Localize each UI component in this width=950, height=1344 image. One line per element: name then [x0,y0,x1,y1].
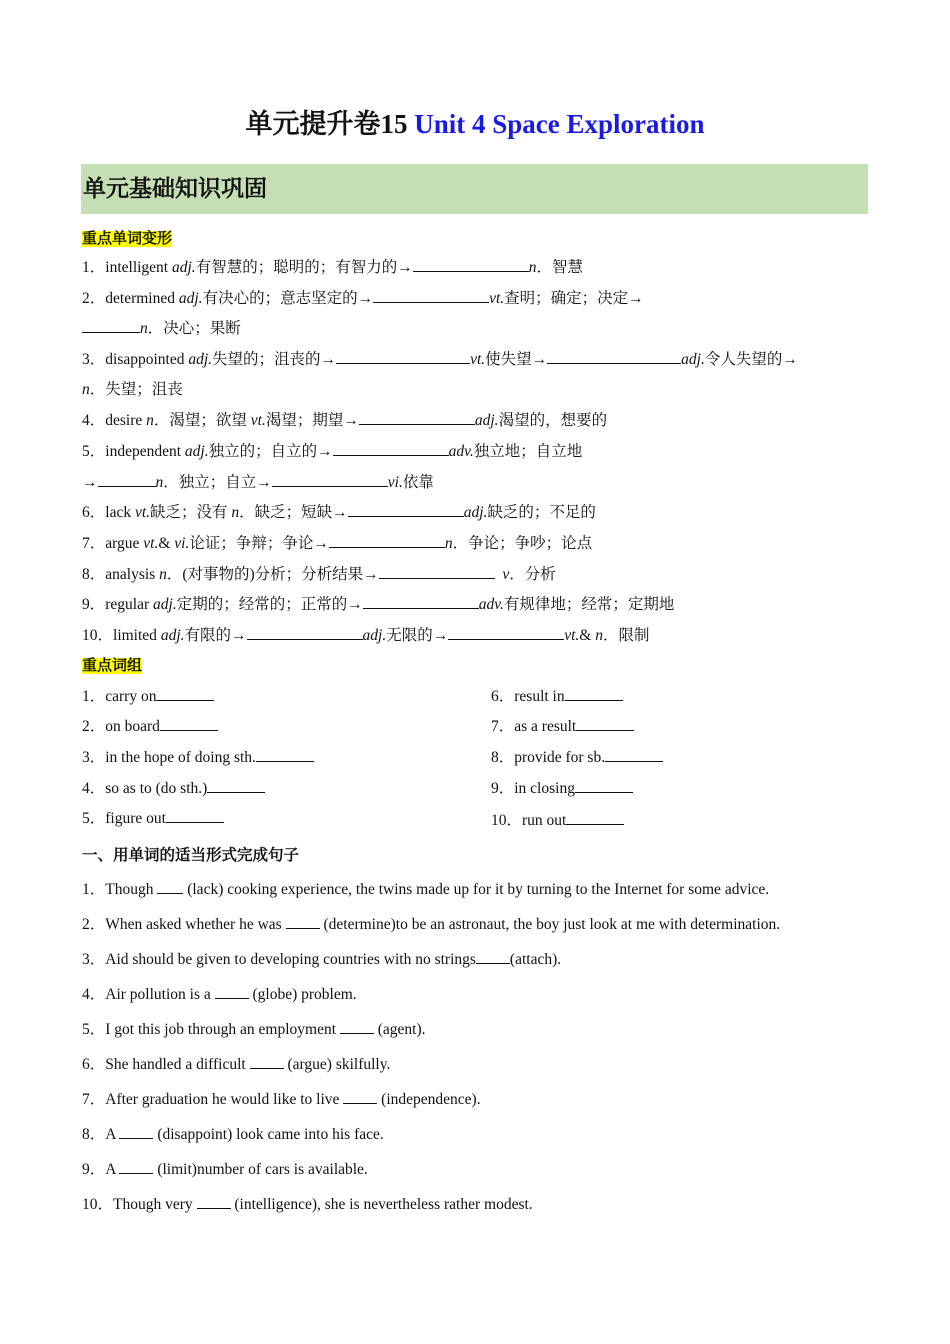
title-unit: Unit 4 Space Exploration [414,109,705,139]
phrase-item: 5．figure out [82,808,224,830]
answer-blank[interactable] [373,288,489,303]
vocab-item: 9．regular adj.定期的；经常的；正常的→ adv.有规律地；经常；定期地 [82,596,675,613]
sentence-item: 5．I got this job through an employment (agent). [82,1021,426,1038]
sentence-item: 10．Though very (intelligence), she is nevertheless rather modest. [82,1196,533,1213]
answer-blank[interactable] [343,1089,377,1104]
sentence-item: 9．A (limit)number of cars is available. [82,1161,368,1178]
answer-blank[interactable] [119,1124,153,1139]
answer-blank[interactable] [547,349,681,364]
answer-blank[interactable] [247,625,363,640]
answer-blank[interactable] [329,533,445,548]
answer-blank[interactable] [359,410,475,425]
phrase-heading: 重点词组 [82,658,143,674]
section-banner [81,164,868,214]
vocab-item-continued: → n．独立；自立→ vi.依靠 [82,474,434,491]
answer-blank[interactable] [566,810,624,825]
answer-blank[interactable] [82,318,140,333]
answer-blank[interactable] [363,594,479,609]
answer-blank[interactable] [272,472,388,487]
answer-blank[interactable] [98,472,156,487]
vocab-item: 2．determined adj.有决心的；意志坚定的→ vt.查明；确定；决定→ [82,290,644,307]
vocab-item: 1．intelligent adj.有智慧的；聪明的；有智力的→ n．智慧 [82,259,583,276]
answer-blank[interactable] [413,257,529,272]
sentence-item: 6．She handled a difficult (argue) skilfully. [82,1056,391,1073]
answer-blank[interactable] [197,1194,231,1209]
answer-blank[interactable] [336,349,470,364]
phrase-item: 3．in the hope of doing sth. [82,747,314,769]
sentence-item: 1．Though (lack) cooking experience, the twins made up for it by turning to the Internet for some advice. [82,881,770,898]
vocab-item: 7．argue vt.& vi.论证；争辩；争论→ n．争论；争吵；论点 [82,535,593,552]
answer-blank[interactable] [166,808,224,823]
answer-blank[interactable] [565,686,623,701]
answer-blank[interactable] [250,1054,284,1069]
answer-blank[interactable] [156,686,214,701]
phrase-item: 4．so as to (do sth.) [82,778,265,800]
sentence-item: 8．A (disappoint) look came into his face. [82,1126,384,1143]
answer-blank[interactable] [160,716,218,731]
answer-blank[interactable] [348,502,464,517]
answer-blank[interactable] [207,778,265,793]
answer-blank[interactable] [576,716,634,731]
phrase-item: 6．result in [491,686,623,708]
answer-blank[interactable] [256,747,314,762]
sentence-item: 2．When asked whether he was (determine)to be an astronaut, the boy just look at me with determination. [82,916,781,933]
answer-blank[interactable] [157,879,183,894]
vocab-heading: 重点单词变形 [82,231,173,247]
banner-label: 单元基础知识巩固 [83,176,267,201]
answer-blank[interactable] [215,984,249,999]
answer-blank[interactable] [575,778,633,793]
phrase-item: 10．run out [491,810,624,832]
page-title [0,104,950,144]
sentence-item: 3．Aid should be given to developing countries with no strings (attach). [82,951,562,968]
phrase-item: 2．on board [82,716,218,738]
phrase-item: 1．carry on [82,686,214,708]
answer-blank[interactable] [286,914,320,929]
answer-blank[interactable] [119,1159,153,1174]
phrase-item: 8．provide for sb. [491,747,663,769]
answer-blank[interactable] [448,625,564,640]
phrase-item: 7．as a result [491,716,634,738]
vocab-item: 6．lack vt.缺乏；没有 n．缺乏；短缺→ adj.缺乏的；不足的 [82,504,596,521]
answer-blank[interactable] [605,747,663,762]
vocab-item-continued: n．决心；果断 [82,318,241,340]
title-main: 单元提升卷15 [245,109,415,139]
answer-blank[interactable] [333,441,449,456]
vocab-item: 3．disappointed adj.失望的；沮丧的→ vt.使失望→ adj.令人失望的→ [82,351,798,368]
vocab-item: 10．limited adj.有限的→ adj.无限的→ vt.& n．限制 [82,627,650,644]
sentence-item: 4．Air pollution is a (globe) problem. [82,986,357,1003]
vocab-item-continued: n．失望；沮丧 [82,381,183,398]
sentence-item: 7．After graduation he would like to live (independence). [82,1091,481,1108]
vocab-item: 4．desire n．渴望；欲望 vt.渴望；期望→ adj.渴望的，想要的 [82,412,608,429]
exercise-heading: 一、用单词的适当形式完成句子 [82,847,300,864]
answer-blank[interactable] [476,949,510,964]
answer-blank[interactable] [340,1019,374,1034]
answer-blank[interactable] [379,564,495,579]
vocab-item: 5．independent adj.独立的；自立的→ adv.独立地；自立地 [82,443,583,460]
vocab-item: 8．analysis n．(对事物的)分析；分析结果→ v．分析 [82,566,556,583]
phrase-item: 9．in closing [491,778,633,800]
